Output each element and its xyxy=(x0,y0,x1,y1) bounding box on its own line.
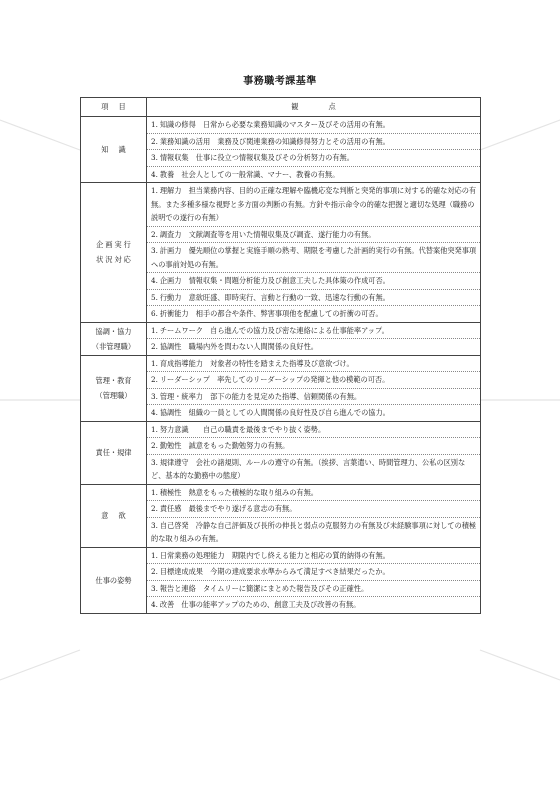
list-item xyxy=(147,117,480,134)
table-row-knowledge xyxy=(81,117,481,183)
item-text: 協調性 組織の一員としての人間関係の良好性及び自ら進んでの協力。 xyxy=(159,408,390,417)
item-number: 1. xyxy=(151,358,158,368)
category-cell xyxy=(81,117,147,183)
category-label: 意欲 xyxy=(101,511,136,520)
item-number: 2. xyxy=(151,229,158,239)
table-header-row xyxy=(81,98,481,117)
item-text: チームワーク 自ら進んでの協力及び密な連絡による仕事能率アップ。 xyxy=(159,325,389,335)
items-cell xyxy=(147,322,481,355)
item-text: 折衝能力 相手の都合や条件、弊害事項他を配慮しての折衝の可否。 xyxy=(159,309,383,318)
item-number: 1. xyxy=(151,550,158,560)
item-number: 5. xyxy=(151,292,158,302)
category-cell xyxy=(81,484,147,547)
table-row-motivation xyxy=(81,484,481,547)
item-number: 1. xyxy=(151,487,158,497)
table-row-cooperation xyxy=(81,322,481,355)
item-text: 育成指導能力 対象者の特性を踏まえた指導及び意欲づけ。 xyxy=(159,358,354,368)
item-text: 日常業務の処理能力 期限内でし終える能力と相応の質的納得の有無。 xyxy=(159,550,390,560)
item-number: 2. xyxy=(151,375,158,384)
list-item xyxy=(147,243,480,273)
item-text: 知識の修得 日常から必要な業務知識のマスター及びその活用の有無。 xyxy=(159,120,390,129)
document-title: 事務職考課基準 xyxy=(243,76,317,87)
list-item xyxy=(147,356,480,373)
list-item xyxy=(147,150,480,167)
items-cell xyxy=(147,484,481,547)
category-cell xyxy=(81,421,147,484)
list-item xyxy=(147,323,480,340)
item-text: リーダーシップ 率先してのリーダーシップの発揮と他の模範の可否。 xyxy=(159,375,390,384)
category-cell xyxy=(81,355,147,421)
category-note: （管理職） xyxy=(95,391,132,400)
list-item xyxy=(147,455,480,484)
list-item xyxy=(147,405,480,421)
item-text: 規律遵守 会社の諸規則、ルールの遵守の有無。（挨拶、言葉遣い、時間管理力、公私の区別など、基本的な勤務中の態度） xyxy=(151,457,466,480)
item-text: 報告と連絡 タイムリーに簡潔にまとめた報告及びその正確性。 xyxy=(159,583,369,593)
list-item xyxy=(147,339,480,355)
category-cell xyxy=(81,322,147,355)
item-number: 3. xyxy=(151,583,158,593)
items-cell xyxy=(147,421,481,484)
item-text: 教養 社会人としての一般常識、マナー、教養の有無。 xyxy=(159,169,340,179)
list-item xyxy=(147,581,480,598)
category-label: 知識 xyxy=(101,145,136,154)
item-text: 調査力 文献調査等を用いた情報収集及び調査、遂行能力の有無。 xyxy=(159,229,376,239)
items-cell xyxy=(147,547,481,613)
list-item xyxy=(147,564,480,581)
table-row-responsibility xyxy=(81,421,481,484)
category-label: 企画実行 xyxy=(96,240,133,250)
header-item-label: 項目 xyxy=(101,102,136,112)
item-text: 努力意識 自己の職責を最後までやり抜く姿勢。 xyxy=(159,424,326,434)
item-number: 2. xyxy=(151,136,158,146)
list-item xyxy=(147,485,480,502)
item-number: 2. xyxy=(151,504,158,513)
category-cell xyxy=(81,547,147,613)
item-number: 3. xyxy=(151,246,158,255)
item-number: 4. xyxy=(151,600,158,609)
item-text: 協調性 職場内外を問わない人間関係の良好性。 xyxy=(159,342,318,351)
item-text: 自己啓発 冷静な自己評価及び長所の伸長と弱点の克服努力の有無及び未経験事項に対しての積極的な取り組みの有無。 xyxy=(151,520,477,543)
item-number: 2. xyxy=(151,567,158,576)
category-label: 状況対応 xyxy=(96,255,133,265)
list-item xyxy=(147,501,480,518)
category-label: 管理・教育 xyxy=(95,376,132,385)
item-number: 1. xyxy=(151,186,158,195)
item-number: 6. xyxy=(151,309,158,318)
item-number: 4. xyxy=(151,276,158,285)
item-text: 責任感 最後までやり遂げる意志の有無。 xyxy=(159,504,297,513)
item-text: 勤勉性 誠意をもった勤勉努力の有無。 xyxy=(159,441,290,450)
header-viewpoint-label: 観点 xyxy=(291,102,366,112)
header-item xyxy=(81,98,147,117)
list-item xyxy=(147,438,480,455)
item-number: 1. xyxy=(151,120,158,129)
category-label: 責任・規律 xyxy=(95,448,132,457)
item-number: 4. xyxy=(151,408,158,417)
item-number: 1. xyxy=(151,325,158,335)
list-item xyxy=(147,134,480,151)
list-item xyxy=(147,306,480,322)
item-text: 行動力 意欲旺盛、即時実行、言動と行動の一致、迅速な行動の有無。 xyxy=(159,292,390,302)
items-cell xyxy=(147,117,481,183)
item-text: 積極性 熱意をもった積極的な取り組みの有無。 xyxy=(159,487,318,497)
category-cell xyxy=(81,183,147,323)
list-item xyxy=(147,167,480,183)
item-number: 2. xyxy=(151,342,158,351)
item-number: 1. xyxy=(151,424,158,434)
item-text: 改善 仕事の能率アップのための、創意工夫及び改善の有無。 xyxy=(159,600,361,609)
category-label: 仕事の姿勢 xyxy=(95,575,132,585)
header-viewpoint xyxy=(147,98,481,117)
item-text: 計画力 優先順位の掌握と実施手順の熟考、期限を考慮した計画的実行の有無。代替案他突発事項への事前対処の有無。 xyxy=(151,246,477,269)
item-number: 2. xyxy=(151,441,158,450)
category-note: （非管理職） xyxy=(91,341,136,351)
item-text: 管理・統率力 部下の能力を見定めた指導、信頼関係の有無。 xyxy=(159,391,362,401)
item-number: 3. xyxy=(151,520,158,530)
list-item xyxy=(147,389,480,406)
list-item xyxy=(147,290,480,307)
category-label: 協調・協力 xyxy=(95,326,132,336)
item-number: 3. xyxy=(151,391,158,401)
list-item xyxy=(147,422,480,439)
item-number: 3. xyxy=(151,457,158,467)
item-text: 情報収集 仕事に役立つ情報収集及びその分析努力の有無。 xyxy=(159,153,354,162)
list-item xyxy=(147,372,480,389)
item-number: 3. xyxy=(151,153,158,162)
item-text: 理解力 担当業務内容、目的の正確な理解や臨機応変な判断と突発的事項に対する的確な対応の有無。また多種多様な視野と多方面の判断の有無。方針や指示命令の的確な把握と適切な処理（職務の説明での遂行の有無） xyxy=(151,186,477,222)
list-item xyxy=(147,597,480,613)
list-item xyxy=(147,273,480,290)
table-row-planning xyxy=(81,183,481,323)
table-row-work-attitude xyxy=(81,547,481,613)
list-item xyxy=(147,227,480,244)
list-item xyxy=(147,183,480,227)
list-item xyxy=(147,518,480,547)
item-number: 4. xyxy=(151,169,158,179)
item-text: 企画力 情報収集・問題分析能力及び創意工夫した具体策の作成可否。 xyxy=(159,276,390,285)
criteria-table xyxy=(80,97,481,614)
items-cell xyxy=(147,355,481,421)
item-text: 業務知識の活用 業務及び関連業務の知識修得努力とその活用の有無。 xyxy=(159,136,390,146)
items-cell xyxy=(147,183,481,323)
list-item xyxy=(147,548,480,565)
table-row-management xyxy=(81,355,481,421)
item-text: 目標達成成果 今期の達成要求水準からみて満足すべき結果だったか。 xyxy=(159,567,390,576)
